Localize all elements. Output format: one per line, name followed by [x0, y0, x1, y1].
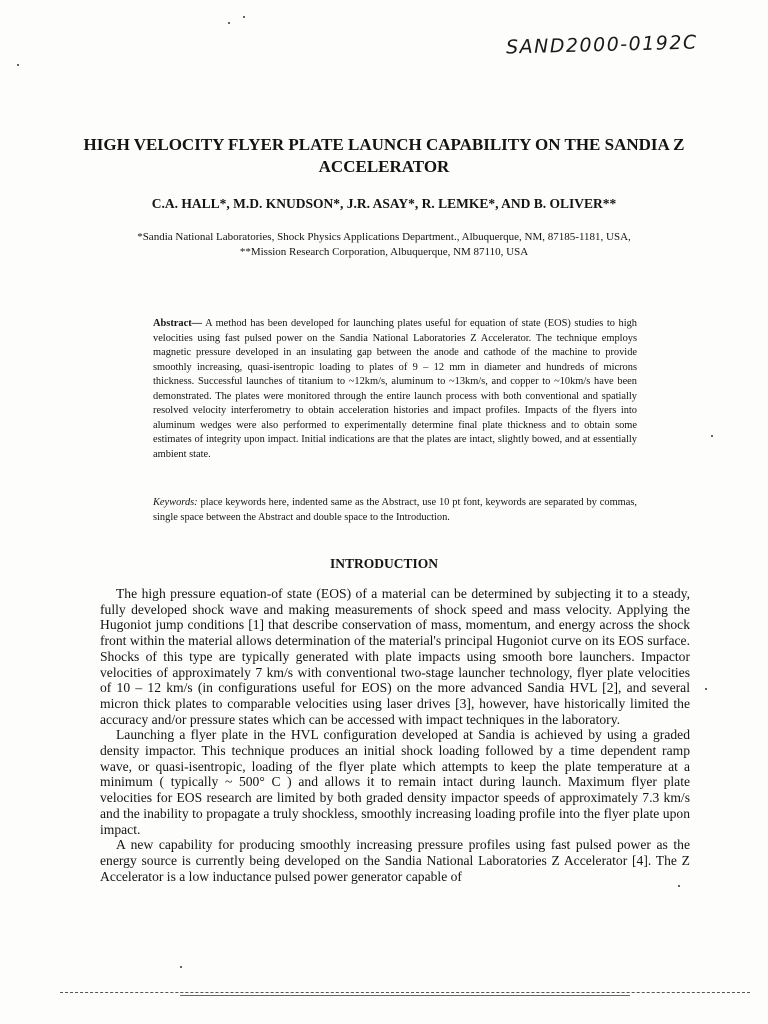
footer-rule	[60, 992, 750, 993]
body-paragraph: Launching a flyer plate in the HVL configuration developed at Sandia is achieved by using a graded density impactor. This technique produces an initial shock loading followed by a time dependent ramp wave, or quasi-isentropic, loading of the flyer plate which attempts to keep the plate temperature at a minimum ( typically ~ 500° C ) and allows it to remain intact during launch. Maximum flyer plate velocities for EOS research are limited by both graded density impactor speeds of approximately 7.3 km/s and the inability to propagate a truly shockless, smoothly increasing loading profile into the flyer plate upon impact.	[100, 727, 690, 837]
keywords-label: Keywords:	[153, 497, 198, 508]
body-paragraph: The high pressure equation-of state (EOS) of a material can be determined by subjecting it to a steady, fully developed shock wave and making measurements of shock speed and mass velocity. Applying the Hugoniot jump conditions [1] that describe conservation of mass, momentum, and energy across the shock front within the material allows determination of the material's principal Hugoniot curve on its EOS surface. Shocks of this type are typically generated with plate impacts using smooth bore launchers. Impactor velocities of approximately 7 km/s with conventional two-stage launcher technology, flyer plate velocities of 10 – 12 km/s (in configurations useful for EOS) on the more advanced Sandia HVL [2], and several micron thick plates to comparable velocities using laser drives [3], however, have historically limited the accuracy and/or pressure states which can be accessed with impact techniques in the laboratory.	[100, 586, 690, 727]
paper-title: HIGH VELOCITY FLYER PLATE LAUNCH CAPABILITY ON THE SANDIA Z ACCELERATOR	[83, 135, 685, 176]
author-list: C.A. HALL*, M.D. KNUDSON*, J.R. ASAY*, R. LEMKE*, AND B. OLIVER**	[151, 196, 617, 211]
abstract-text: A method has been developed for launching plates useful for equation of state (EOS) studies to high velocities using fast pulsed power on the Sandia National Laboratories Z Accelerator. The technique employs magnetic pressure developed in an insulating gap between the anode and cathode of the machine to provide smoothly increasing, quasi-isentropic loading to plates of 9 – 12 mm in diameter and hundreds of microns thickness. Successful launches of titanium to ~12km/s, aluminum to ~13km/s, and copper to ~10km/s have been demonstrated. The plates were monitored through the entire launch process with both conventional and spatially resolved velocity interferometry to obtain acceleration histories and impact profiles. Impacts of the flyers into aluminum wedges were also performed to experimentally determine final plate thickness and to obtain some estimates of integrity upon impact. Initial indications are that the plates are intact, slightly bowed, and at essentially ambient state.	[153, 318, 637, 460]
scan-speck	[705, 688, 707, 690]
body-paragraph: A new capability for producing smoothly increasing pressure profiles using fast pulsed power as the energy source is currently being developed on the Sandia National Laboratories Z Accelerator [4]. The Z Accelerator is a low inductance pulsed power generator capable of	[100, 837, 690, 884]
scan-speck	[243, 16, 245, 18]
footer-rule	[180, 995, 630, 996]
scan-speck	[711, 435, 713, 437]
report-number: SAND2000-0192C	[505, 31, 698, 59]
abstract	[153, 317, 637, 462]
scan-speck	[180, 966, 182, 968]
introduction-body	[100, 586, 690, 884]
scan-speck	[17, 64, 19, 66]
keywords	[153, 496, 637, 525]
scan-speck	[678, 885, 680, 887]
affiliation-line: *Sandia National Laboratories, Shock Physics Applications Department., Albuquerque, NM, 87185-1181, USA,	[137, 231, 631, 243]
abstract-label: Abstract—	[153, 318, 203, 329]
affiliation-line: **Mission Research Corporation, Albuquerque, NM 87110, USA	[239, 246, 529, 258]
affiliations	[90, 230, 678, 260]
keywords-text: place keywords here, indented same as the Abstract, use 10 pt font, keywords are separated by commas, single space between the Abstract and double space to the Introduction.	[153, 497, 637, 523]
introduction-heading: INTRODUCTION	[329, 556, 438, 571]
scan-speck	[228, 22, 230, 24]
